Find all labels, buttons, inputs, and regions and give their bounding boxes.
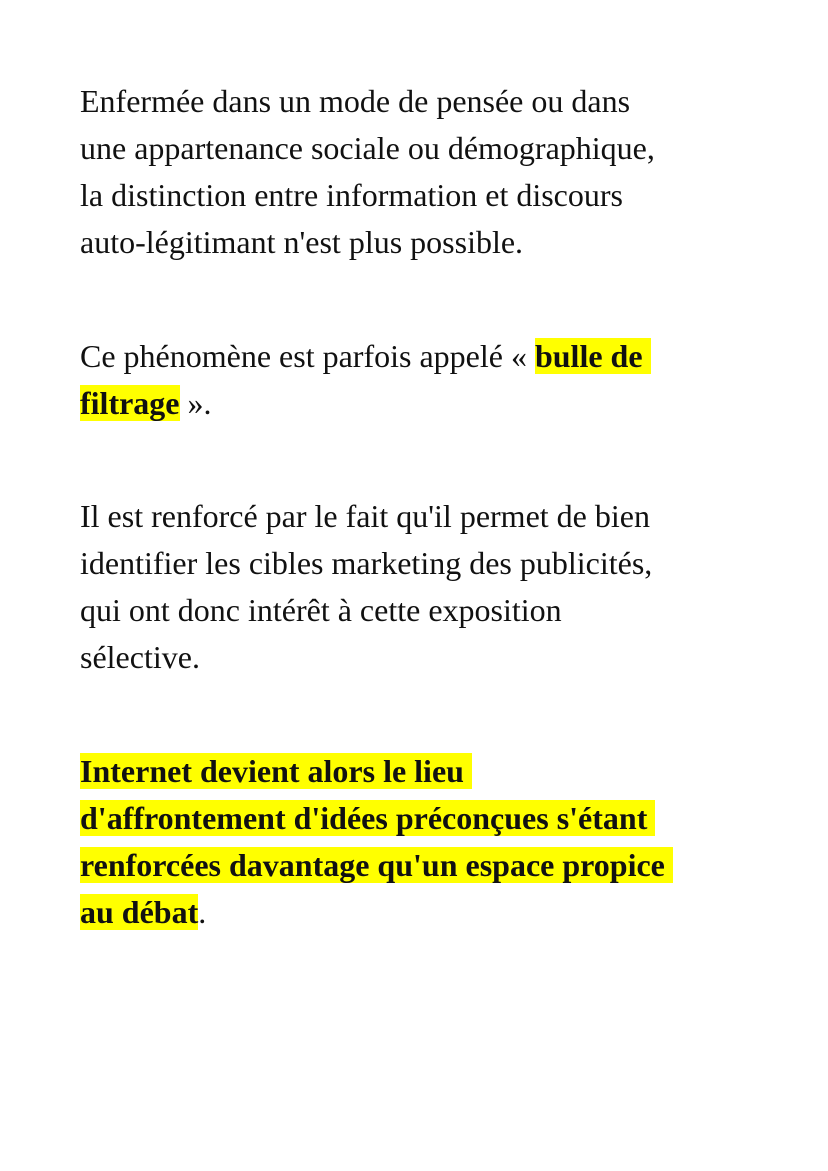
text-line xyxy=(80,748,673,795)
text-line xyxy=(80,889,673,936)
text-line xyxy=(80,333,651,380)
text-line: Il est renforcé par le fait qu'il permet de bien xyxy=(80,498,650,534)
plain-text: Ce phénomène est parfois appelé « xyxy=(80,338,535,374)
text-line: Enfermée dans un mode de pensée ou dans xyxy=(80,83,631,119)
highlighted-term: bulle de xyxy=(534,338,651,374)
highlighted-text: renforcées davantage qu'un espace propice xyxy=(80,847,673,883)
paragraph-echo-chamber xyxy=(80,78,655,266)
highlighted-text: au débat xyxy=(80,894,199,930)
plain-text: ». xyxy=(179,385,212,421)
text-line: sélective. xyxy=(80,639,200,675)
plain-text: . xyxy=(198,894,207,930)
highlighted-text: Internet devient alors le lieu xyxy=(80,753,472,789)
text-line: auto-légitimant n'est plus possible. xyxy=(80,224,524,260)
text-line: la distinction entre information et discours xyxy=(80,177,623,213)
paragraph-marketing xyxy=(80,493,652,681)
highlighted-term: filtrage xyxy=(80,385,180,421)
text-line xyxy=(80,795,673,842)
text-line: une appartenance sociale ou démographique, xyxy=(80,130,655,166)
paragraph-filter-bubble xyxy=(80,333,651,427)
paragraph-conclusion xyxy=(80,748,673,936)
text-line: qui ont donc intérêt à cette exposition xyxy=(80,592,562,628)
text-line xyxy=(80,380,651,427)
text-line: identifier les cibles marketing des publicités, xyxy=(80,545,653,581)
text-line xyxy=(80,842,673,889)
highlighted-text: d'affrontement d'idées préconçues s'étant xyxy=(80,800,656,836)
